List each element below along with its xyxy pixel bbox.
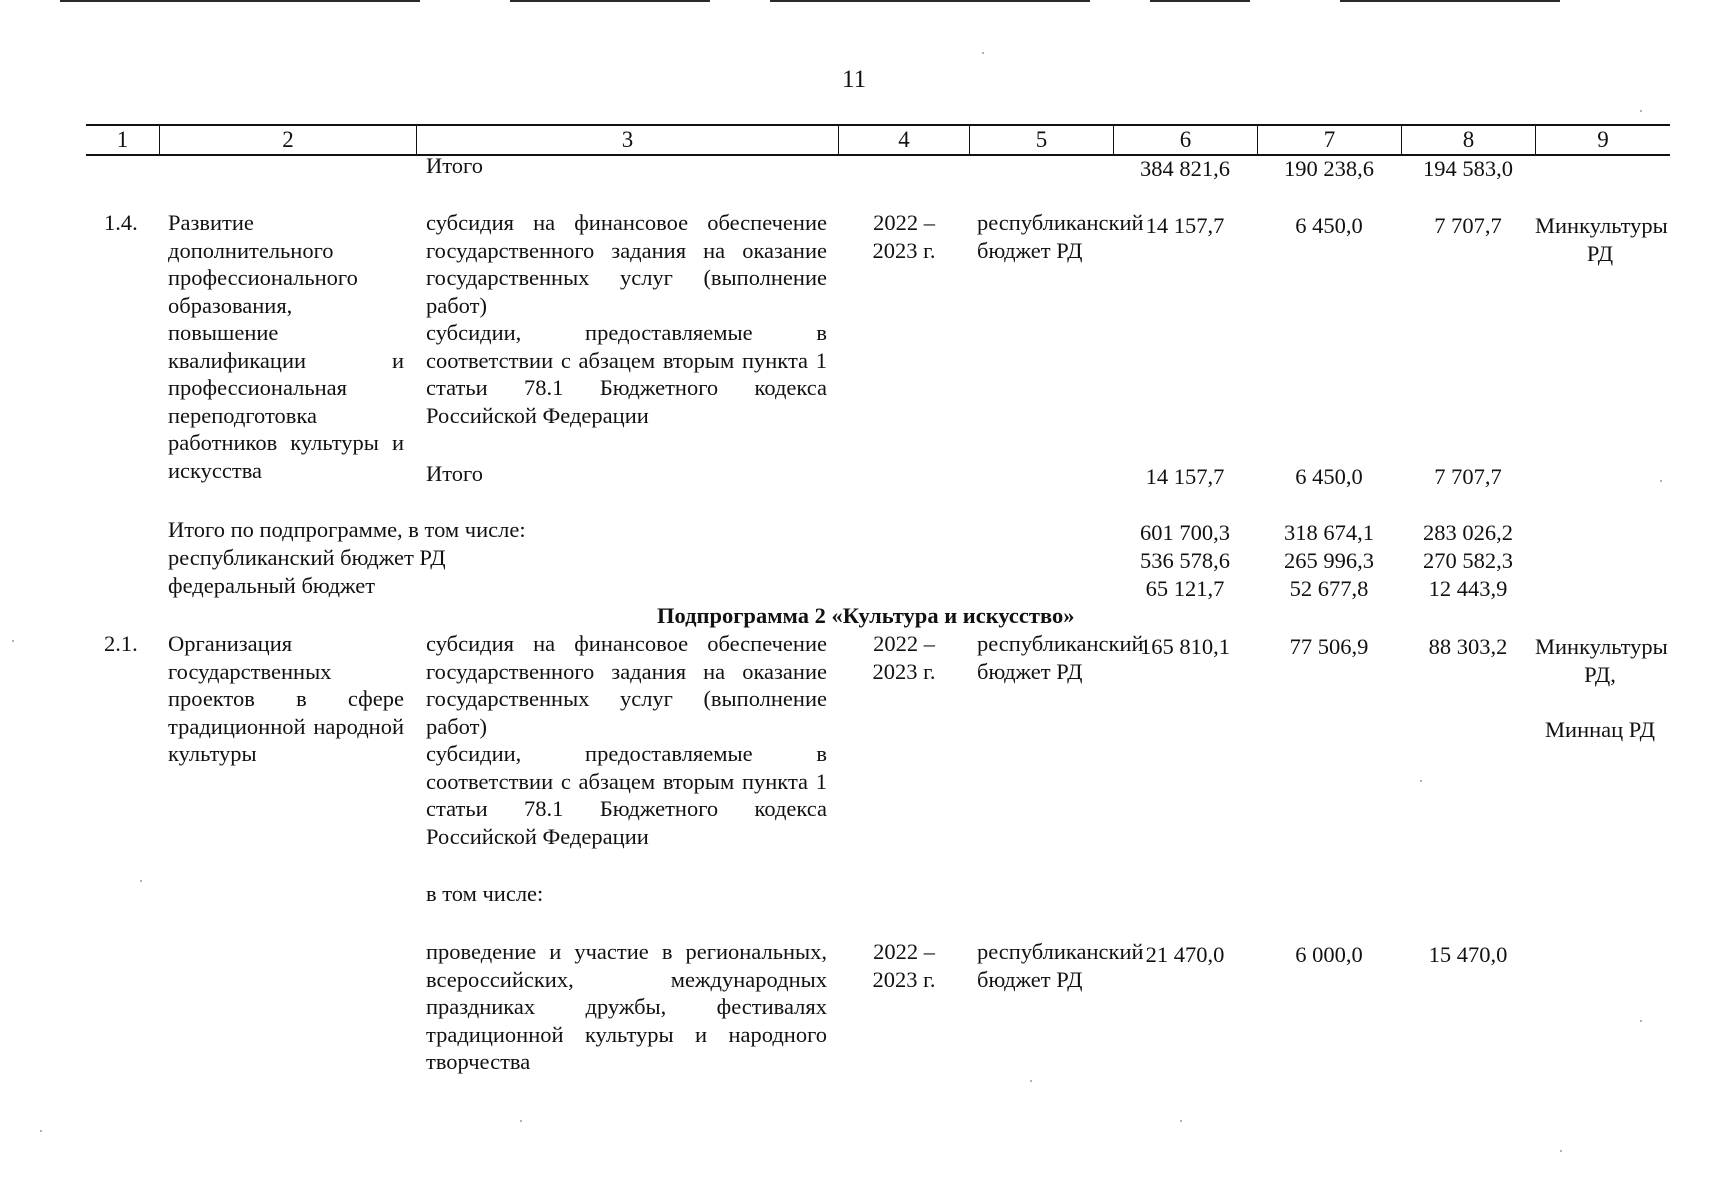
table-header xyxy=(86,124,1670,156)
subprogram-total-label: федеральный бюджет xyxy=(168,573,376,598)
total-cell-7: 190 238,6 xyxy=(1284,156,1374,181)
funding-source: республиканский бюджет РД xyxy=(977,210,1144,263)
value-cell-8: 15 470,0 xyxy=(1428,942,1508,967)
row-number: 1.4. xyxy=(104,210,138,235)
funding-source: республиканский бюджет РД xyxy=(977,631,1144,684)
header-cell: 6 xyxy=(1113,126,1257,154)
scan-artifact xyxy=(510,0,710,2)
subprogram-total-label: Итого по подпрограмме, в том числе: xyxy=(168,517,526,542)
period: 2022 – 2023 г. xyxy=(872,939,936,992)
sub-activity-description: проведение и участие в региональных, всероссийских, международных праздниках дружбы, фестивалях традиционной культуры и народного творчества xyxy=(426,939,827,1074)
period: 2022 – 2023 г. xyxy=(872,631,936,684)
header-cell: 1 xyxy=(116,127,129,152)
scan-artifact xyxy=(1150,0,1250,2)
scan-speck xyxy=(12,640,14,642)
total-label: Итого xyxy=(426,153,483,178)
header-cell: 9 xyxy=(1535,126,1670,154)
subprogram-total-6: 601 700,3 xyxy=(1140,520,1230,545)
scan-speck xyxy=(1420,780,1422,782)
scan-speck xyxy=(1560,1150,1562,1152)
value-cell-6: 165 810,1 xyxy=(1140,634,1230,659)
value-cell-8: 88 303,2 xyxy=(1428,634,1508,659)
period: 2022 – 2023 г. xyxy=(872,210,936,263)
scan-speck xyxy=(1030,1080,1032,1082)
scan-speck xyxy=(982,52,984,54)
scan-artifact xyxy=(770,0,1090,2)
value-cell-6: 21 470,0 xyxy=(1145,942,1225,967)
header-cell: 5 xyxy=(969,126,1113,154)
scan-speck xyxy=(140,880,142,882)
funding-description: субсидии, предоставляемые в соответствии с абзацем вторым пункта 1 статьи 78.1 Бюджетного кодекса Российской Федерации xyxy=(426,741,827,849)
value-cell-6: 14 157,7 xyxy=(1145,213,1225,238)
executor: Минкультуры РД xyxy=(1535,213,1668,266)
including-label: в том числе: xyxy=(426,881,544,906)
subprogram-total-8: 283 026,2 xyxy=(1423,520,1513,545)
activity-name: Организация государственных проектов в сфере традиционной народной культуры xyxy=(168,631,404,766)
subprogram-total-7: 318 674,1 xyxy=(1284,520,1374,545)
subprogram-total-7: 52 677,8 xyxy=(1289,576,1369,601)
subprogram-total-6: 65 121,7 xyxy=(1145,576,1225,601)
header-cell: 2 xyxy=(159,126,416,154)
total-cell-6: 14 157,7 xyxy=(1145,464,1225,489)
scan-artifact xyxy=(60,0,420,2)
scan-speck xyxy=(1660,480,1662,482)
subprogram-total-8: 12 443,9 xyxy=(1428,576,1508,601)
funding-description: субсидия на финансовое обеспечение государственного задания на оказание государственных услуг (выполнение работ) xyxy=(426,631,827,739)
row-number: 2.1. xyxy=(104,631,138,656)
total-cell-7: 6 450,0 xyxy=(1295,464,1363,489)
value-cell-8: 7 707,7 xyxy=(1434,213,1502,238)
header-cell: 4 xyxy=(838,126,969,154)
total-label: Итого xyxy=(426,461,483,486)
scan-artifact xyxy=(1340,0,1560,2)
total-cell-8: 194 583,0 xyxy=(1423,156,1513,181)
funding-description: субсидии, предоставляемые в соответствии с абзацем вторым пункта 1 статьи 78.1 Бюджетного кодекса Российской Федерации xyxy=(426,320,827,428)
scan-speck xyxy=(1180,1120,1182,1122)
section-heading: Подпрограмма 2 «Культура и искусство» xyxy=(657,603,1075,628)
scan-speck xyxy=(40,1130,42,1132)
page-number: 11 xyxy=(842,66,867,93)
subprogram-total-8: 270 582,3 xyxy=(1423,548,1513,573)
activity-name: Развитие дополнительного профессионального образования, повышение квалификации и профессиональная переподготовка работников культуры и искусства xyxy=(168,210,404,483)
executor: Минкультуры РД, xyxy=(1535,634,1668,687)
value-cell-7: 77 506,9 xyxy=(1289,634,1369,659)
subprogram-total-7: 265 996,3 xyxy=(1284,548,1374,573)
total-cell-6: 384 821,6 xyxy=(1140,156,1230,181)
value-cell-7: 6 450,0 xyxy=(1295,213,1363,238)
header-cell: 7 xyxy=(1257,126,1401,154)
executor: Миннац РД xyxy=(1545,717,1655,742)
scan-speck xyxy=(1640,110,1642,112)
total-cell-8: 7 707,7 xyxy=(1434,464,1502,489)
funding-source: республиканский бюджет РД xyxy=(977,939,1144,992)
subprogram-total-6: 536 578,6 xyxy=(1140,548,1230,573)
header-cell: 8 xyxy=(1401,126,1535,154)
scan-speck xyxy=(520,1120,522,1122)
funding-description: субсидия на финансовое обеспечение государственного задания на оказание государственных услуг (выполнение работ) xyxy=(426,210,827,318)
value-cell-7: 6 000,0 xyxy=(1295,942,1363,967)
header-cell: 3 xyxy=(416,126,838,154)
scan-speck xyxy=(1640,1020,1642,1022)
subprogram-total-label: республиканский бюджет РД xyxy=(168,545,446,570)
